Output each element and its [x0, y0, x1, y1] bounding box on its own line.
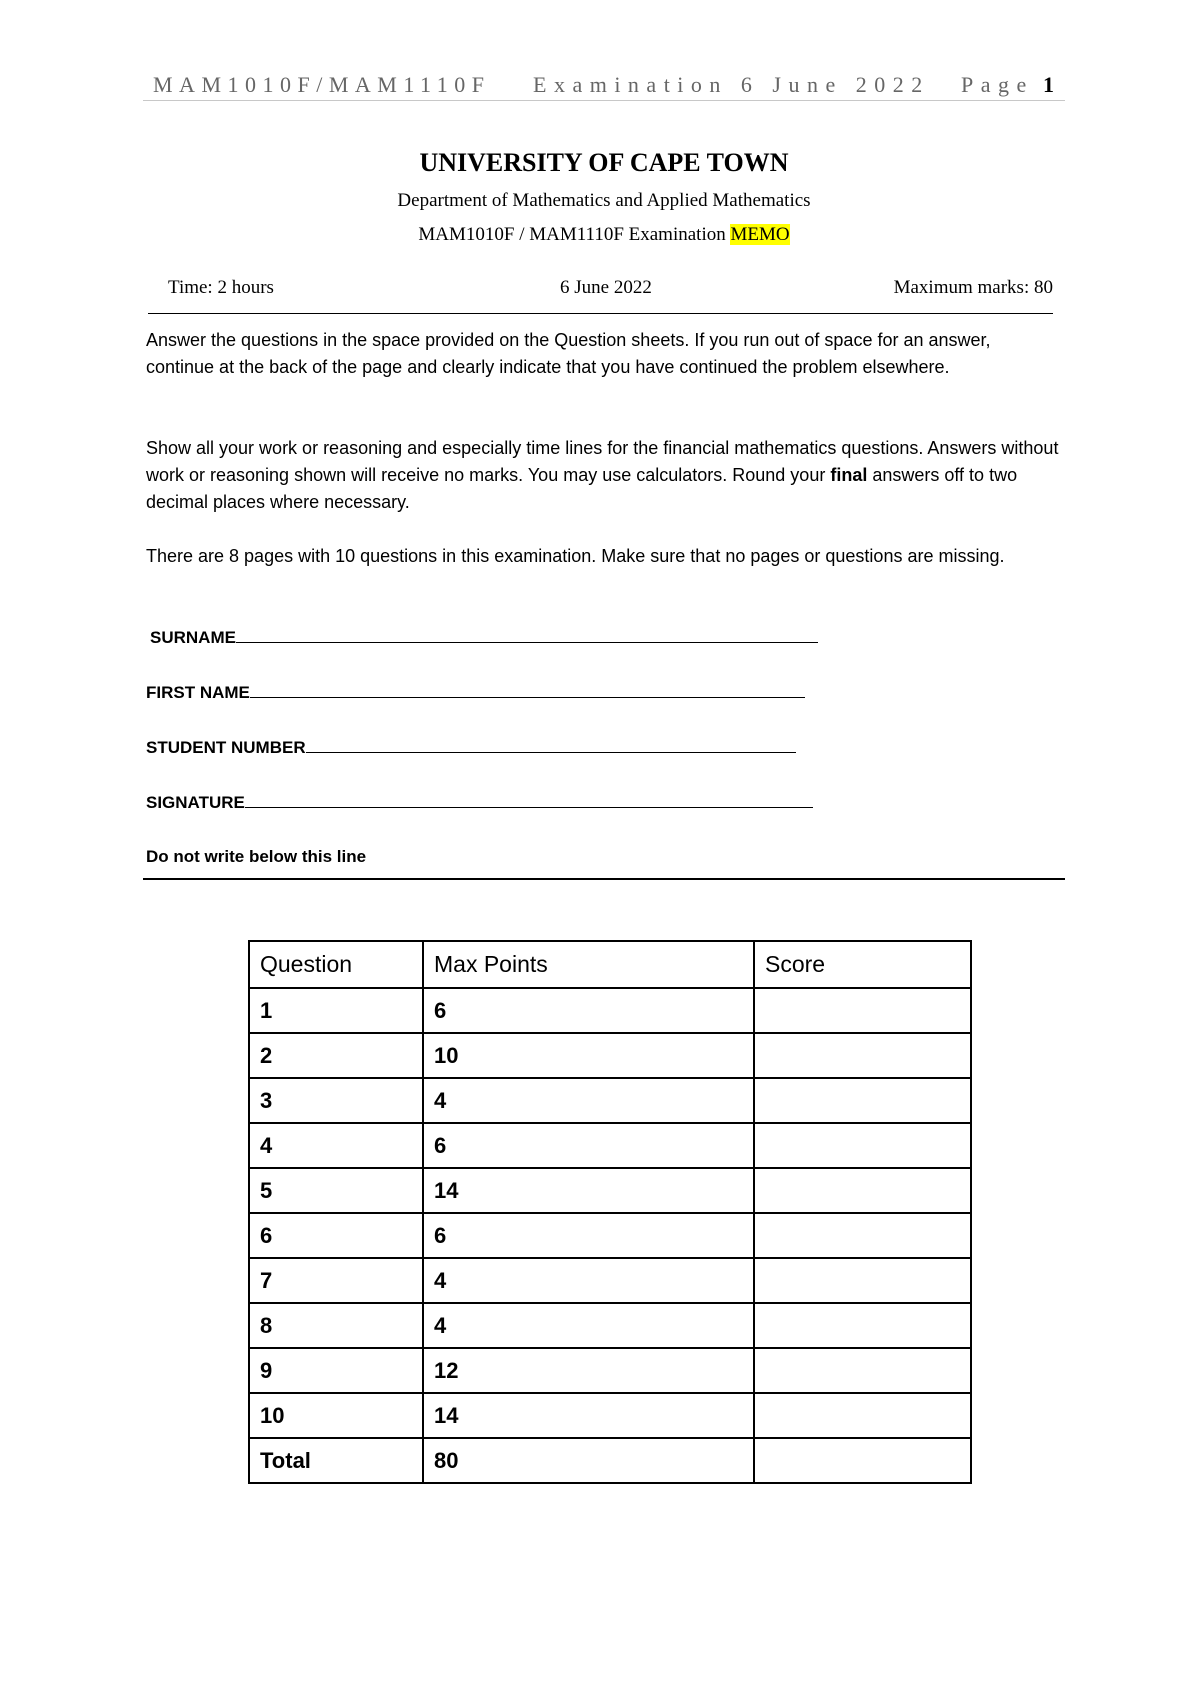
- total-score-cell[interactable]: [754, 1438, 971, 1483]
- table-row: [249, 1348, 971, 1393]
- table-row: [249, 1123, 971, 1168]
- question-cell: 1: [249, 988, 423, 1033]
- table-row: [249, 1213, 971, 1258]
- header-course: MAM1010F/MAM1110F: [153, 72, 491, 97]
- student-number-label: STUDENT NUMBER: [146, 738, 306, 757]
- max-points-cell: 4: [423, 1078, 754, 1123]
- table-row: [249, 988, 971, 1033]
- exam-date: 6 June 2022: [560, 277, 652, 298]
- header-page-number: 1: [1043, 72, 1054, 97]
- question-cell: 3: [249, 1078, 423, 1123]
- instructions-p2-bold: final: [830, 465, 868, 485]
- signature-label: SIGNATURE: [146, 793, 245, 812]
- student-number-line[interactable]: [306, 738, 796, 753]
- score-cell[interactable]: [754, 1258, 971, 1303]
- surname-field[interactable]: [150, 628, 818, 648]
- instructions-p2-text-end: answers off to two decimal places where necessary.: [146, 465, 1018, 512]
- instructions-paragraph-3: There are 8 pages with 10 questions in this examination. Make sure that no pages or questions are missing.: [146, 546, 1005, 566]
- exam-meta: [148, 277, 1053, 307]
- max-points-cell: 6: [423, 1123, 754, 1168]
- memo-highlight: MEMO: [730, 224, 790, 245]
- max-points-cell: 10: [423, 1033, 754, 1078]
- question-cell: 9: [249, 1348, 423, 1393]
- exam-name: MAM1010F / MAM1110F Examination: [418, 224, 726, 245]
- max-points-cell: 12: [423, 1348, 754, 1393]
- student-number-field[interactable]: [146, 738, 796, 758]
- table-row: [249, 1168, 971, 1213]
- score-cell[interactable]: [754, 1303, 971, 1348]
- question-cell: 8: [249, 1303, 423, 1348]
- max-points-cell: 6: [423, 1213, 754, 1258]
- running-header: [143, 72, 1063, 102]
- first-name-field[interactable]: [146, 683, 805, 703]
- score-cell[interactable]: [754, 1393, 971, 1438]
- instructions-paragraph-1: Answer the questions in the space provided on the Question sheets. If you run out of space for an answer, continue at the back of the page and clearly indicate that you have continued the problem elsewhere.: [146, 330, 991, 377]
- score-table-header: [249, 941, 971, 988]
- instructions-paragraph-2: [146, 435, 1061, 516]
- score-cell[interactable]: [754, 1123, 971, 1168]
- exam-max-marks: Maximum marks: 80: [893, 277, 1053, 298]
- max-points-cell: 14: [423, 1393, 754, 1438]
- table-row: [249, 1393, 971, 1438]
- question-cell: 5: [249, 1168, 423, 1213]
- first-name-label: FIRST NAME: [146, 683, 250, 702]
- do-not-write-notice: Do not write below this line: [146, 847, 367, 866]
- question-cell: 2: [249, 1033, 423, 1078]
- signature-line[interactable]: [245, 793, 813, 808]
- score-cell[interactable]: [754, 988, 971, 1033]
- question-cell: 6: [249, 1213, 423, 1258]
- score-cell[interactable]: [754, 1213, 971, 1258]
- table-row: [249, 1303, 971, 1348]
- instructions-p2-text: Show all your work or reasoning and especially time lines for the financial mathematics questions. Answers without work or reasoning shown will receive no marks. You may use calculators. Round your: [146, 438, 1059, 485]
- table-row: [249, 1033, 971, 1078]
- max-points-cell: 4: [423, 1303, 754, 1348]
- max-points-cell: 4: [423, 1258, 754, 1303]
- header-divider: [143, 100, 1065, 101]
- surname-line[interactable]: [236, 628, 818, 643]
- header-max-points: Max Points: [423, 941, 754, 988]
- meta-divider: [148, 313, 1053, 314]
- score-cell[interactable]: [754, 1348, 971, 1393]
- question-cell: 4: [249, 1123, 423, 1168]
- university-title: UNIVERSITY OF CAPE TOWN: [419, 148, 789, 177]
- table-row: [249, 1258, 971, 1303]
- question-cell: 7: [249, 1258, 423, 1303]
- department-name: Department of Mathematics and Applied Mathematics: [397, 190, 811, 211]
- exam-time: Time: 2 hours: [168, 277, 274, 298]
- header-exam: Examination 6 June 2022: [533, 72, 930, 97]
- total-label-cell: Total: [249, 1438, 423, 1483]
- table-row: [249, 1078, 971, 1123]
- total-row: [249, 1438, 971, 1483]
- exam-title: [143, 224, 1065, 246]
- score-table: [248, 940, 972, 1484]
- score-cell[interactable]: [754, 1033, 971, 1078]
- total-max-cell: 80: [423, 1438, 754, 1483]
- header-page-label: Page: [961, 72, 1034, 97]
- question-cell: 10: [249, 1393, 423, 1438]
- header-question: Question: [249, 941, 423, 988]
- max-points-cell: 14: [423, 1168, 754, 1213]
- signature-field[interactable]: [146, 793, 813, 813]
- surname-label: SURNAME: [150, 628, 236, 647]
- header-score: Score: [754, 941, 971, 988]
- score-cell[interactable]: [754, 1168, 971, 1213]
- first-name-line[interactable]: [250, 683, 805, 698]
- max-points-cell: 6: [423, 988, 754, 1033]
- do-not-write-divider: [143, 878, 1065, 880]
- score-cell[interactable]: [754, 1078, 971, 1123]
